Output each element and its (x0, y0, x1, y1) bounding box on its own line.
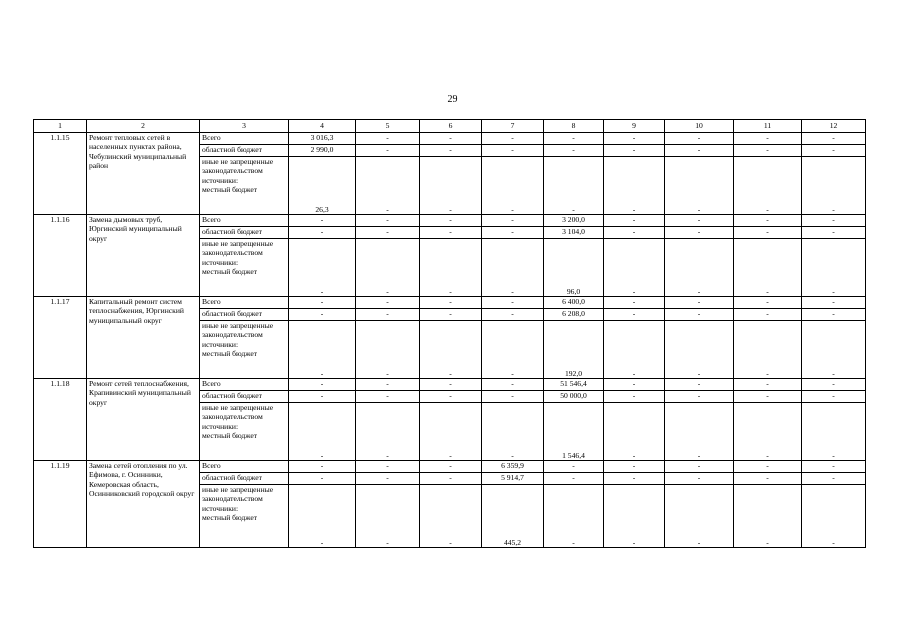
value-cell: - (665, 473, 734, 485)
value-cell: - (604, 145, 665, 157)
value-cell: - (604, 239, 665, 297)
source-regional-label: областной бюджет (200, 309, 289, 321)
source-other-label: иные не запрещенные законодательством источники: (202, 157, 274, 185)
source-other-local-cell (200, 485, 289, 548)
value-cell: - (482, 133, 544, 145)
source-other-local-cell (200, 321, 289, 379)
value-cell: - (482, 309, 544, 321)
value-cell: - (734, 485, 802, 548)
value-cell: - (544, 461, 604, 473)
value-cell: - (604, 227, 665, 239)
value-cell: - (604, 215, 665, 227)
value-cell: - (734, 145, 802, 157)
value-cell: - (420, 379, 482, 391)
value-cell: - (356, 157, 420, 215)
value-cell: - (604, 133, 665, 145)
value-cell: - (802, 157, 866, 215)
value-cell: - (802, 133, 866, 145)
value-cell: 2 990,0 (289, 145, 356, 157)
column-header: 4 (289, 120, 356, 133)
value-cell: - (420, 473, 482, 485)
value-cell: - (665, 227, 734, 239)
value-cell: - (802, 239, 866, 297)
value-cell: - (665, 391, 734, 403)
value-cell: - (420, 391, 482, 403)
table-row-total (34, 297, 866, 309)
value-cell: - (665, 309, 734, 321)
value-cell: 3 104,0 (544, 227, 604, 239)
value-cell: - (665, 297, 734, 309)
value-cell: - (734, 461, 802, 473)
source-total-label: Всего (200, 297, 289, 309)
row-number: 1.1.18 (34, 379, 87, 461)
source-local-label: местный бюджет (202, 349, 258, 359)
value-cell: - (604, 403, 665, 461)
value-cell: - (734, 321, 802, 379)
row-name: Замена сетей отопления по ул. Ефимова, г. Осинники, Кемеровская область, Осинниковский городской округ (87, 461, 200, 548)
value-cell: - (420, 309, 482, 321)
value-cell: - (482, 391, 544, 403)
value-cell: - (604, 297, 665, 309)
source-other-local-cell (200, 239, 289, 297)
value-cell: - (289, 239, 356, 297)
value-cell: - (802, 297, 866, 309)
value-cell: - (356, 473, 420, 485)
value-cell: - (604, 485, 665, 548)
column-header: 8 (544, 120, 604, 133)
value-cell: - (802, 461, 866, 473)
source-local-label: местный бюджет (202, 267, 258, 277)
value-cell: - (289, 215, 356, 227)
value-cell: - (289, 379, 356, 391)
value-cell: - (356, 215, 420, 227)
value-cell: 3 200,0 (544, 215, 604, 227)
value-cell: - (482, 239, 544, 297)
value-cell: - (802, 309, 866, 321)
value-cell: - (734, 297, 802, 309)
value-cell: - (289, 403, 356, 461)
source-total-label: Всего (200, 133, 289, 145)
value-cell: - (420, 297, 482, 309)
source-other-local-cell (200, 157, 289, 215)
value-cell: 5 914,7 (482, 473, 544, 485)
value-cell: - (734, 227, 802, 239)
value-cell: - (356, 145, 420, 157)
source-local-label: местный бюджет (202, 431, 258, 441)
source-other-local-cell (200, 403, 289, 461)
value-cell: - (289, 391, 356, 403)
value-cell: - (604, 321, 665, 379)
value-cell: - (482, 157, 544, 215)
value-cell: - (802, 473, 866, 485)
value-cell: 26,3 (289, 157, 356, 215)
value-cell: - (482, 321, 544, 379)
value-cell: - (802, 227, 866, 239)
row-number: 1.1.19 (34, 461, 87, 548)
value-cell: - (802, 403, 866, 461)
value-cell: - (289, 297, 356, 309)
row-number: 1.1.15 (34, 133, 87, 215)
value-cell: - (604, 391, 665, 403)
value-cell: - (482, 215, 544, 227)
value-cell: - (665, 145, 734, 157)
source-other-label: иные не запрещенные законодательством источники: (202, 485, 274, 513)
column-header: 5 (356, 120, 420, 133)
value-cell: - (734, 133, 802, 145)
value-cell: - (356, 379, 420, 391)
value-cell: - (802, 215, 866, 227)
column-header: 3 (200, 120, 289, 133)
value-cell: - (356, 239, 420, 297)
value-cell: - (544, 485, 604, 548)
value-cell: - (289, 461, 356, 473)
value-cell: - (356, 403, 420, 461)
column-header: 10 (665, 120, 734, 133)
table-row-total (34, 379, 866, 391)
column-header: 1 (34, 120, 87, 133)
source-other-label: иные не запрещенные законодательством источники: (202, 403, 274, 431)
value-cell: - (482, 379, 544, 391)
value-cell: - (420, 321, 482, 379)
value-cell: 3 016,3 (289, 133, 356, 145)
value-cell: - (289, 227, 356, 239)
value-cell: - (482, 403, 544, 461)
source-regional-label: областной бюджет (200, 145, 289, 157)
value-cell: - (420, 227, 482, 239)
value-cell: - (356, 321, 420, 379)
source-regional-label: областной бюджет (200, 473, 289, 485)
value-cell: - (604, 473, 665, 485)
column-header: 12 (802, 120, 866, 133)
value-cell: - (665, 133, 734, 145)
value-cell: 51 546,4 (544, 379, 604, 391)
row-name: Замена дымовых труб, Юргинский муниципальный округ (87, 215, 200, 297)
value-cell: - (604, 157, 665, 215)
value-cell: - (544, 133, 604, 145)
row-name: Капитальный ремонт систем теплоснабжения, Юргинский муниципальный округ (87, 297, 200, 379)
budget-table (33, 119, 866, 548)
value-cell: - (665, 403, 734, 461)
table-header-row (34, 120, 866, 133)
value-cell: - (734, 379, 802, 391)
value-cell: - (604, 309, 665, 321)
value-cell: - (734, 391, 802, 403)
value-cell: - (604, 379, 665, 391)
column-header: 7 (482, 120, 544, 133)
value-cell: - (289, 321, 356, 379)
value-cell: - (420, 403, 482, 461)
value-cell: - (802, 379, 866, 391)
value-cell: - (665, 215, 734, 227)
value-cell: 192,0 (544, 321, 604, 379)
value-cell: - (734, 215, 802, 227)
source-total-label: Всего (200, 379, 289, 391)
source-local-label: местный бюджет (202, 185, 258, 195)
source-total-label: Всего (200, 215, 289, 227)
column-header: 11 (734, 120, 802, 133)
value-cell: - (356, 227, 420, 239)
value-cell: - (665, 157, 734, 215)
value-cell: - (482, 297, 544, 309)
value-cell: - (734, 239, 802, 297)
value-cell: - (734, 473, 802, 485)
source-regional-label: областной бюджет (200, 227, 289, 239)
value-cell: - (665, 379, 734, 391)
value-cell: - (420, 485, 482, 548)
value-cell: - (289, 309, 356, 321)
value-cell: 50 000,0 (544, 391, 604, 403)
value-cell: - (604, 461, 665, 473)
value-cell: - (420, 157, 482, 215)
source-local-label: местный бюджет (202, 513, 258, 523)
value-cell: 96,0 (544, 239, 604, 297)
value-cell: - (544, 473, 604, 485)
value-cell: - (289, 485, 356, 548)
column-header: 6 (420, 120, 482, 133)
table-row-total (34, 461, 866, 473)
table-row-total (34, 133, 866, 145)
source-other-label: иные не запрещенные законодательством источники: (202, 239, 274, 267)
value-cell: - (289, 473, 356, 485)
value-cell: - (734, 157, 802, 215)
source-regional-label: областной бюджет (200, 391, 289, 403)
value-cell: - (665, 239, 734, 297)
value-cell: 445,2 (482, 485, 544, 548)
value-cell: - (420, 239, 482, 297)
value-cell: - (802, 145, 866, 157)
page-number: 29 (447, 94, 458, 105)
value-cell: - (420, 133, 482, 145)
value-cell: - (802, 391, 866, 403)
value-cell: 6 359,9 (482, 461, 544, 473)
value-cell: - (665, 461, 734, 473)
table-row-total (34, 215, 866, 227)
row-number: 1.1.17 (34, 297, 87, 379)
value-cell: - (665, 321, 734, 379)
value-cell: - (802, 485, 866, 548)
column-header: 9 (604, 120, 665, 133)
value-cell: - (356, 391, 420, 403)
value-cell: - (482, 227, 544, 239)
value-cell: - (665, 485, 734, 548)
row-number: 1.1.16 (34, 215, 87, 297)
value-cell: - (356, 309, 420, 321)
value-cell: - (420, 461, 482, 473)
value-cell: - (482, 145, 544, 157)
value-cell: 1 546,4 (544, 403, 604, 461)
value-cell: 6 400,0 (544, 297, 604, 309)
value-cell: 6 208,0 (544, 309, 604, 321)
value-cell: - (356, 461, 420, 473)
row-name: Ремонт тепловых сетей в населенных пунктах района, Чебулинский муниципальный район (87, 133, 200, 215)
value-cell: - (356, 297, 420, 309)
value-cell: - (356, 485, 420, 548)
value-cell: - (356, 133, 420, 145)
column-header: 2 (87, 120, 200, 133)
source-total-label: Всего (200, 461, 289, 473)
value-cell: - (734, 309, 802, 321)
value-cell: - (420, 215, 482, 227)
source-other-label: иные не запрещенные законодательством источники: (202, 321, 274, 349)
value-cell: - (802, 321, 866, 379)
row-name: Ремонт сетей теплоснабжения, Крапивинский муниципальный округ (87, 379, 200, 461)
value-cell: - (544, 145, 604, 157)
value-cell: - (544, 157, 604, 215)
value-cell: - (734, 403, 802, 461)
value-cell: - (420, 145, 482, 157)
